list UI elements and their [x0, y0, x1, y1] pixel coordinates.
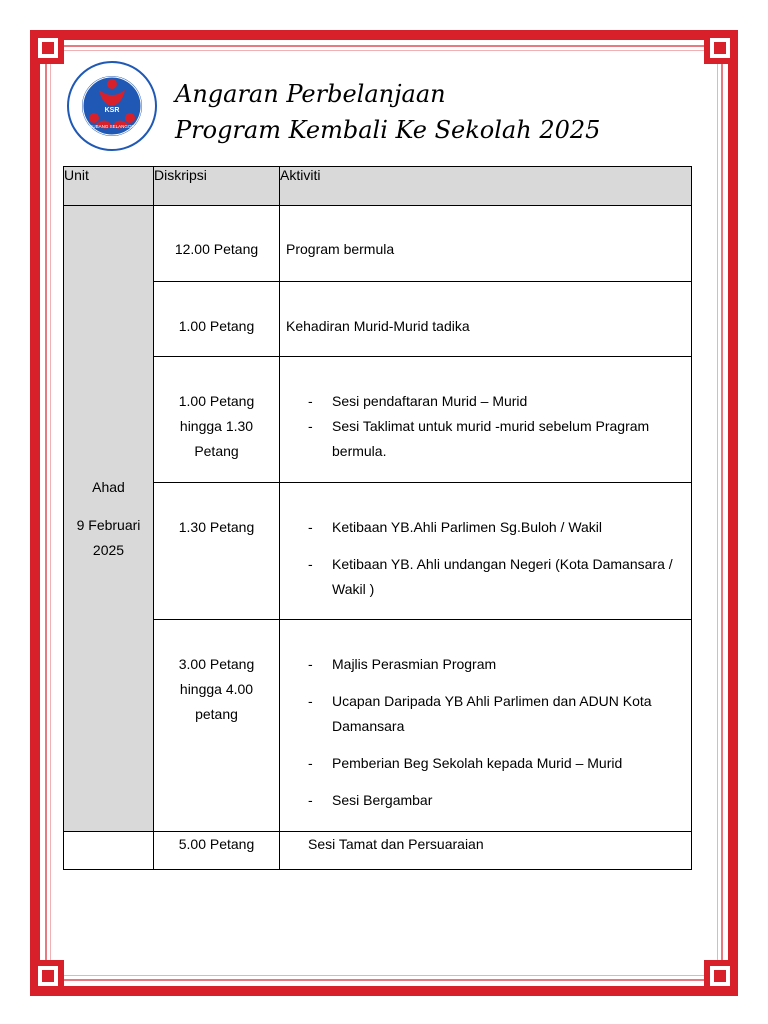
time-text: 5.00 Petang: [178, 836, 255, 852]
unit-date-line1: 9 Februari: [76, 516, 141, 533]
corner-ornament-icon: [700, 28, 740, 68]
time-cell: [154, 832, 280, 870]
unit-cell-empty: [64, 832, 154, 870]
corner-ornament-icon: [28, 956, 68, 996]
table-row: [64, 206, 692, 282]
activity-list: [280, 389, 691, 464]
schedule-table: [63, 166, 692, 870]
activity-cell: [280, 206, 692, 282]
table-row: [64, 357, 692, 483]
time-text: 1.30 Petang: [178, 519, 255, 535]
list-item: - Majlis Perasmian Program: [308, 652, 691, 677]
activity-cell: [280, 357, 692, 483]
time-cell: [154, 282, 280, 357]
table-row: [64, 483, 692, 620]
corner-ornament-icon: [28, 28, 68, 68]
list-item: - Sesi Taklimat untuk murid -murid sebelum Pragram bermula.: [308, 414, 691, 464]
page-title-line1: Angaran Perbelanjaan: [175, 80, 446, 108]
time-text: 1.00 Petang: [178, 318, 255, 334]
header-unit: Unit: [64, 167, 154, 206]
time-text: hingga 4.00: [179, 681, 254, 697]
list-item: - Sesi Bergambar: [308, 788, 691, 813]
unit-day: Ahad: [92, 478, 125, 495]
time-cell: [154, 620, 280, 832]
time-text: Petang: [194, 443, 239, 459]
time-text: hingga 1.30: [179, 418, 254, 434]
table-row: [64, 282, 692, 357]
table-row: [64, 620, 692, 832]
activity-list: [280, 652, 691, 813]
logo-ring-text: KUBANG SELANGOR: [89, 124, 135, 129]
activity-list: [280, 515, 691, 602]
time-cell: [154, 357, 280, 483]
list-item: - Pemberian Beg Sekolah kepada Murid – Murid: [308, 751, 691, 776]
table-header-row: [64, 167, 692, 206]
list-item: - Ketibaan YB. Ahli undangan Negeri (Kota Damansara / Wakil ): [308, 552, 691, 602]
time-text: petang: [195, 706, 238, 722]
ksr-emblem-icon: [66, 60, 158, 152]
activity-text: Sesi Tamat dan Persuaraian: [308, 836, 484, 852]
list-item: - Ketibaan YB.Ahli Parlimen Sg.Buloh / Wakil: [308, 515, 691, 540]
activity-text: Kehadiran Murid-Murid tadika: [286, 318, 470, 334]
logo-center-text: KSR: [104, 107, 120, 114]
time-cell: [154, 483, 280, 620]
time-text: 3.00 Petang: [178, 656, 255, 672]
time-text: 1.00 Petang: [178, 393, 255, 409]
unit-date-line2: 2025: [92, 541, 125, 558]
header-activity: Aktiviti: [280, 167, 692, 206]
time-cell: [154, 206, 280, 282]
table-row: [64, 832, 692, 870]
header-description: Diskripsi: [154, 167, 280, 206]
activity-cell: [280, 282, 692, 357]
activity-cell: [280, 620, 692, 832]
activity-cell: [280, 483, 692, 620]
page-title-line2: Program Kembali Ke Sekolah 2025: [175, 116, 601, 144]
list-item: - Ucapan Daripada YB Ahli Parlimen dan ADUN Kota Damansara: [308, 689, 691, 739]
unit-cell: [64, 206, 154, 832]
activity-cell: [280, 832, 692, 870]
corner-ornament-icon: [700, 956, 740, 996]
list-item: - Sesi pendaftaran Murid – Murid: [308, 389, 691, 414]
time-text: 12.00 Petang: [174, 241, 259, 257]
activity-text: Program bermula: [286, 241, 395, 257]
